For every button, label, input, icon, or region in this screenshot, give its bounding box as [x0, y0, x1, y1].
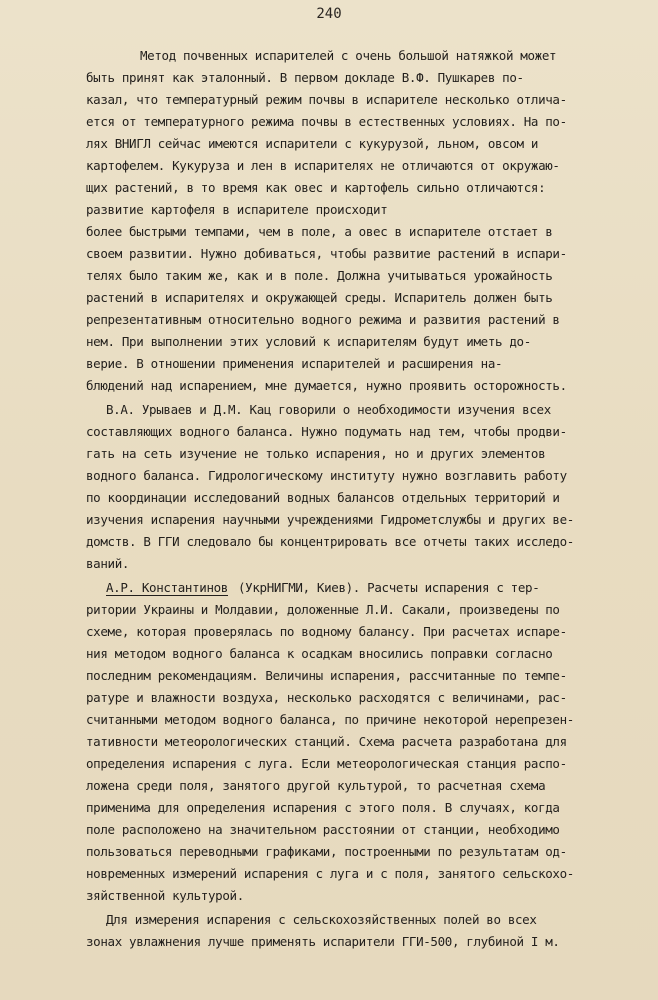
text-line: ваний.: [86, 556, 130, 571]
text-line: водного баланса. Гидрологическому институту нужно возглавить работу: [86, 468, 567, 483]
text-line: казал, что температурный режим почвы в испарителе несколько отлича-: [86, 92, 567, 107]
text-line: тативности метеорологических станций. Схема расчета разработана для: [86, 734, 567, 749]
text-line: зяйственной культурой.: [86, 888, 244, 903]
speaker-line: [106, 582, 539, 595]
text-line: В.А. Урываев и Д.М. Кац говорили о необходимости изучения всех: [106, 402, 551, 417]
text-line: Метод почвенных испарителей с очень большой натяжкой может: [140, 48, 557, 63]
text-line: зонах увлажнения лучше применять испарители ГГИ-500, глубиной I м.: [86, 934, 560, 949]
text-line: домств. В ГГИ следовало бы концентрировать все отчеты таких исследо-: [86, 534, 574, 549]
text-line: ратуре и влажности воздуха, несколько расходятся с величинами, рас-: [86, 690, 567, 705]
text-line: нем. При выполнении этих условий к испарителям будут иметь до-: [86, 334, 531, 349]
text-line: изучения испарения научными учреждениями Гидрометслужбы и других ве-: [86, 512, 574, 527]
text-line: лях ВНИГЛ сейчас имеются испарители с кукурузой, льном, овсом и: [86, 136, 539, 151]
text-line: определения испарения с луга. Если метеорологическая станция распо-: [86, 756, 567, 771]
text-line: ется от температурного режима почвы в естественных условиях. На по-: [86, 114, 567, 129]
speaker-name: А.Р. Константинов: [106, 580, 228, 595]
text-line: картофелем. Кукуруза и лен в испарителях не отличаются от окружаю-: [86, 158, 560, 173]
page-number: 240: [316, 6, 342, 22]
text-line: схеме, которая проверялась по водному балансу. При расчетах испаре-: [86, 624, 567, 639]
text-line: быть принят как эталонный. В первом докладе В.Ф. Пушкарев по-: [86, 70, 524, 85]
text-line: (УкрНИГМИ, Киев). Расчеты испарения с тер-: [238, 580, 540, 595]
text-line: репрезентативным относительно водного режима и развития растений в: [86, 312, 560, 327]
text-line: телях было таким же, как и в поле. Должна учитываться урожайность: [86, 268, 553, 283]
text-line: последним рекомендациям. Величины испарения, рассчитанные по темпе-: [86, 668, 567, 683]
text-line: новременных измерений испарения с луга и с поля, занятого сельскохо-: [86, 866, 574, 881]
text-line: блюдений над испарением, мне думается, нужно проявить осторожность.: [86, 378, 567, 393]
text-line: своем развитии. Нужно добиваться, чтобы развитие растений в испари-: [86, 246, 567, 261]
text-line: составляющих водного баланса. Нужно подумать над тем, чтобы продви-: [86, 424, 567, 439]
text-line: применима для определения испарения с этого поля. В случаях, когда: [86, 800, 560, 815]
text-line: считанными методом водного баланса, по причине некоторой нерепрезен-: [86, 712, 574, 727]
text-line: верие. В отношении применения испарителей и расширения на-: [86, 356, 503, 371]
text-line: гать на сеть изучение не только испарения, но и других элементов: [86, 446, 546, 461]
text-line: развитие картофеля в испарителе происходит: [86, 202, 388, 217]
text-line: растений в испарителях и окружающей среды. Испаритель должен быть: [86, 290, 553, 305]
text-line: ложена среди поля, занятого другой культурой, то расчетная схема: [86, 778, 546, 793]
text-line: поле расположено на значительном расстоянии от станции, необходимо: [86, 822, 560, 837]
text-line: ния методом водного баланса к осадкам вносились поправки согласно: [86, 646, 553, 661]
text-line: щих растений, в то время как овес и картофель сильно отличаются:: [86, 180, 546, 195]
text-line: более быстрыми темпами, чем в поле, а овес в испарителе отстает в: [86, 224, 553, 239]
text-line: по координации исследований водных балансов отдельных территорий и: [86, 490, 560, 505]
text-line: Для измерения испарения с сельскохозяйственных полей во всех: [106, 912, 537, 927]
text-line: пользоваться переводными графиками, построенными по результатам од-: [86, 844, 567, 859]
text-line: ритории Украины и Молдавии, доложенные Л.И. Сакали, произведены по: [86, 602, 560, 617]
